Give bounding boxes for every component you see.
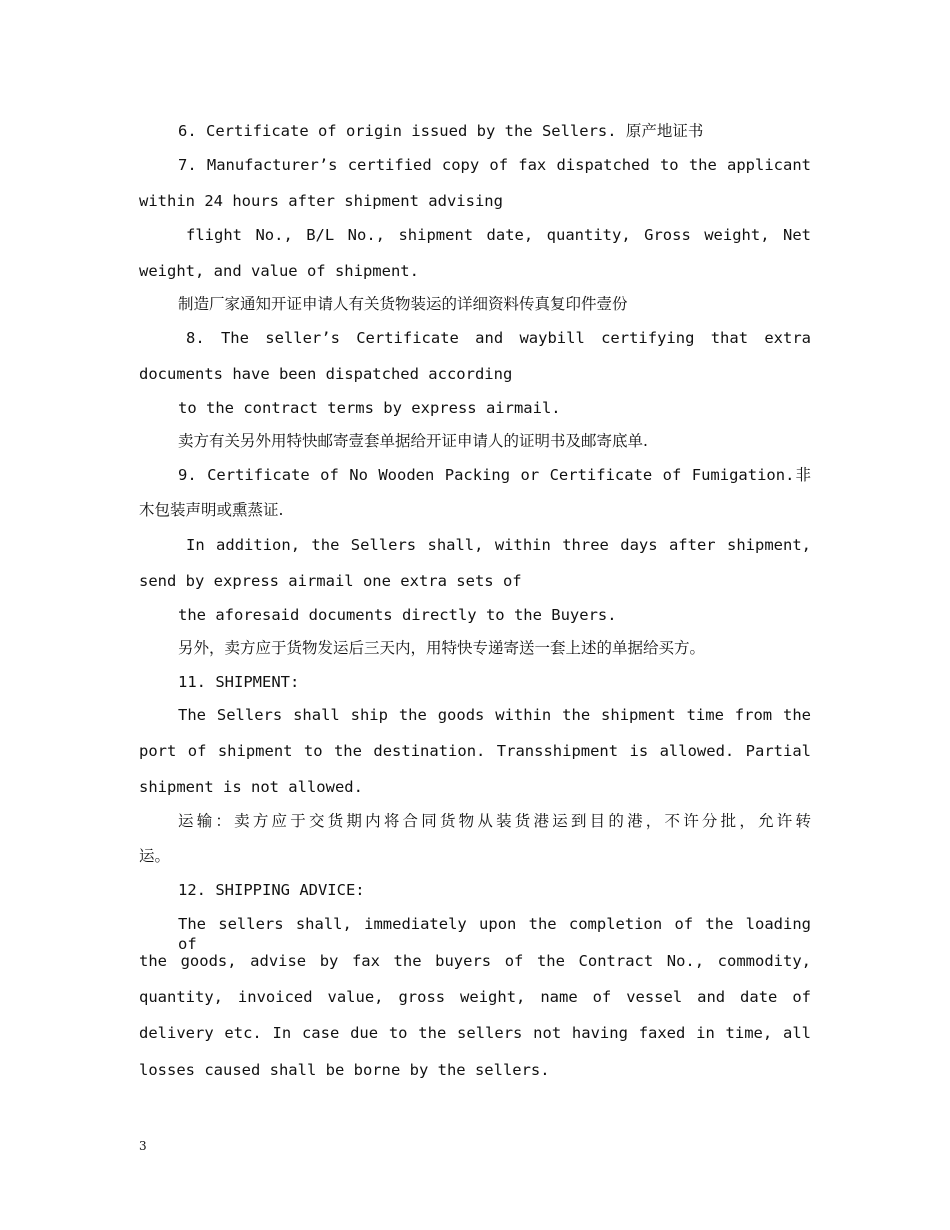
- text-line: the goods, advise by fax the buyers of the Contract No., commodity,: [139, 952, 811, 970]
- text-line: 制造厂家通知开证申请人有关货物装运的详细资料传真复印件壹份: [178, 295, 628, 313]
- text-line: 运。: [139, 847, 171, 865]
- text-line: documents have been dispatched according: [139, 365, 513, 383]
- text-line: shipment is not allowed.: [139, 778, 363, 796]
- text-line: 6. Certificate of origin issued by the Sellers. 原产地证书: [178, 122, 704, 140]
- text-line: 另外，卖方应于货物发运后三天内，用特快专递寄送一套上述的单据给买方。: [178, 639, 706, 657]
- text-line: In addition, the Sellers shall, within three days after shipment,: [186, 536, 811, 554]
- text-line: quantity, invoiced value, gross weight, name of vessel and date of: [139, 988, 811, 1006]
- text-line: 12. SHIPPING ADVICE:: [178, 881, 365, 899]
- text-line: 9. Certificate of No Wooden Packing or Certificate of Fumigation.非: [178, 466, 811, 484]
- text-line: weight, and value of shipment.: [139, 262, 419, 280]
- text-line: delivery etc. In case due to the sellers not having faxed in time, all: [139, 1024, 811, 1042]
- page-number: 3: [139, 1139, 147, 1153]
- text-line: port of shipment to the destination. Transshipment is allowed. Partial: [139, 742, 811, 760]
- text-line: The sellers shall, immediately upon the completion of the loading of: [178, 915, 811, 953]
- text-line: flight No., B/L No., shipment date, quantity, Gross weight, Net: [186, 226, 811, 244]
- text-line: 8. The seller’s Certificate and waybill certifying that extra: [186, 329, 811, 347]
- text-line: losses caused shall be borne by the sellers.: [139, 1061, 550, 1079]
- text-line: 7. Manufacturer’s certified copy of fax dispatched to the applicant: [178, 156, 811, 174]
- text-line: within 24 hours after shipment advising: [139, 192, 503, 210]
- text-line: send by express airmail one extra sets of: [139, 572, 522, 590]
- text-line: 运输：卖方应于交货期内将合同货物从装货港运到目的港，不许分批，允许转: [178, 812, 811, 830]
- text-line: the aforesaid documents directly to the Buyers.: [178, 606, 617, 624]
- text-line: to the contract terms by express airmail.: [178, 399, 561, 417]
- text-line: 木包装声明或熏蒸证.: [139, 501, 284, 519]
- text-line: 11. SHIPMENT:: [178, 673, 300, 691]
- text-line: The Sellers shall ship the goods within the shipment time from the: [178, 706, 811, 724]
- text-line: 卖方有关另外用特快邮寄壹套单据给开证申请人的证明书及邮寄底单.: [178, 432, 648, 450]
